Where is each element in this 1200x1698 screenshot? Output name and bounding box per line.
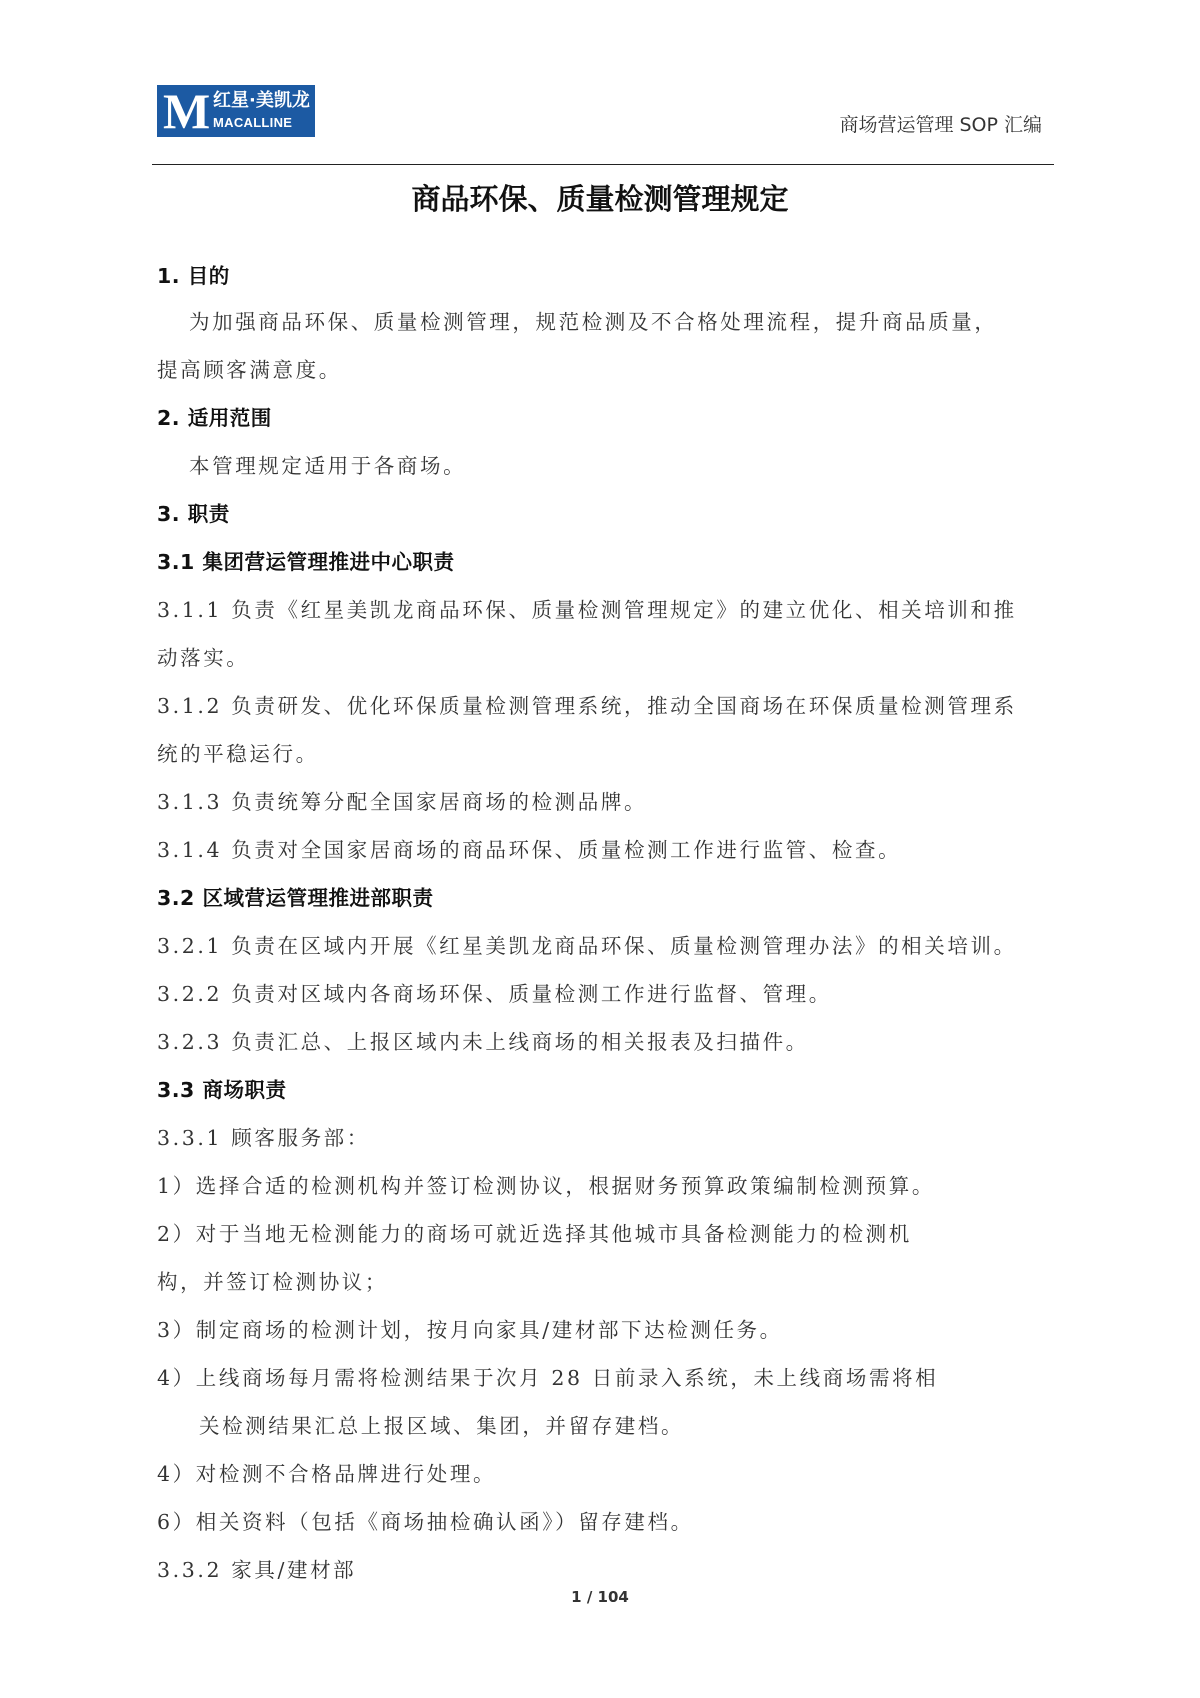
section-3-3-heading: 3.3 商场职责 xyxy=(157,1078,287,1102)
clause-3-1-1-line-1: 3.1.1 负责《红星美凯龙商品环保、质量检测管理规定》的建立优化、相关培训和推 xyxy=(157,598,1017,622)
section-1-paragraph-line-2: 提高顾客满意度。 xyxy=(157,358,342,382)
section-3-2-heading: 3.2 区域营运管理推进部职责 xyxy=(157,886,434,910)
section-1-paragraph-line-1: 为加强商品环保、质量检测管理，规范检测及不合格处理流程，提升商品质量， xyxy=(189,310,998,334)
header-title: 商场营运管理 SOP 汇编 xyxy=(839,114,1042,136)
clause-3-1-1-line-2: 动落实。 xyxy=(157,646,250,670)
clause-3-2-2: 3.2.2 负责对区域内各商场环保、质量检测工作进行监督、管理。 xyxy=(157,982,832,1006)
logo-english-name: MACALLINE xyxy=(213,115,293,130)
list-item-1: 1）选择合适的检测机构并签订检测协议，根据财务预算政策编制检测预算。 xyxy=(157,1174,935,1198)
clause-3-1-2-line-2: 统的平稳运行。 xyxy=(157,742,319,766)
clause-3-2-3: 3.2.3 负责汇总、上报区域内未上线商场的相关报表及扫描件。 xyxy=(157,1030,809,1054)
section-1-heading: 1. 目的 xyxy=(157,264,230,288)
document-title: 商品环保、质量检测管理规定 xyxy=(411,182,789,216)
list-item-2-line-2: 构，并签订检测协议； xyxy=(157,1270,388,1294)
clause-3-3-2: 3.3.2 家具/建材部 xyxy=(157,1558,357,1582)
clause-3-3-1: 3.3.1 顾客服务部： xyxy=(157,1126,370,1150)
list-item-5: 4）对检测不合格品牌进行处理。 xyxy=(157,1462,497,1486)
macalline-logo xyxy=(157,85,315,137)
clause-3-1-3: 3.1.3 负责统筹分配全国家居商场的检测品牌。 xyxy=(157,790,648,814)
clause-3-1-4: 3.1.4 负责对全国家居商场的商品环保、质量检测工作进行监管、检查。 xyxy=(157,838,902,862)
header-divider xyxy=(152,164,1054,165)
logo-chinese-name: 红星·美凯龙 xyxy=(213,90,310,111)
list-item-6: 6）相关资料（包括《商场抽检确认函》）留存建档。 xyxy=(157,1510,694,1534)
clause-3-2-1: 3.2.1 负责在区域内开展《红星美凯龙商品环保、质量检测管理办法》的相关培训。 xyxy=(157,934,1017,958)
list-item-3: 3）制定商场的检测计划，按月向家具/建材部下达检测任务。 xyxy=(157,1318,783,1342)
section-3-heading: 3. 职责 xyxy=(157,502,230,526)
page-number: 1 / 104 xyxy=(571,1588,629,1606)
section-3-1-heading: 3.1 集团营运管理推进中心职责 xyxy=(157,550,455,574)
list-item-4-line-1: 4）上线商场每月需将检测结果于次月 28 日前录入系统，未上线商场需将相 xyxy=(157,1366,939,1390)
clause-3-1-2-line-1: 3.1.2 负责研发、优化环保质量检测管理系统，推动全国商场在环保质量检测管理系 xyxy=(157,694,1017,718)
list-item-2-line-1: 2）对于当地无检测能力的商场可就近选择其他城市具备检测能力的检测机 xyxy=(157,1222,912,1246)
section-2-heading: 2. 适用范围 xyxy=(157,406,272,430)
logo-mark: M xyxy=(163,83,210,139)
list-item-4-line-2: 关检测结果汇总上报区域、集团，并留存建档。 xyxy=(199,1414,685,1438)
section-2-paragraph: 本管理规定适用于各商场。 xyxy=(189,454,467,478)
